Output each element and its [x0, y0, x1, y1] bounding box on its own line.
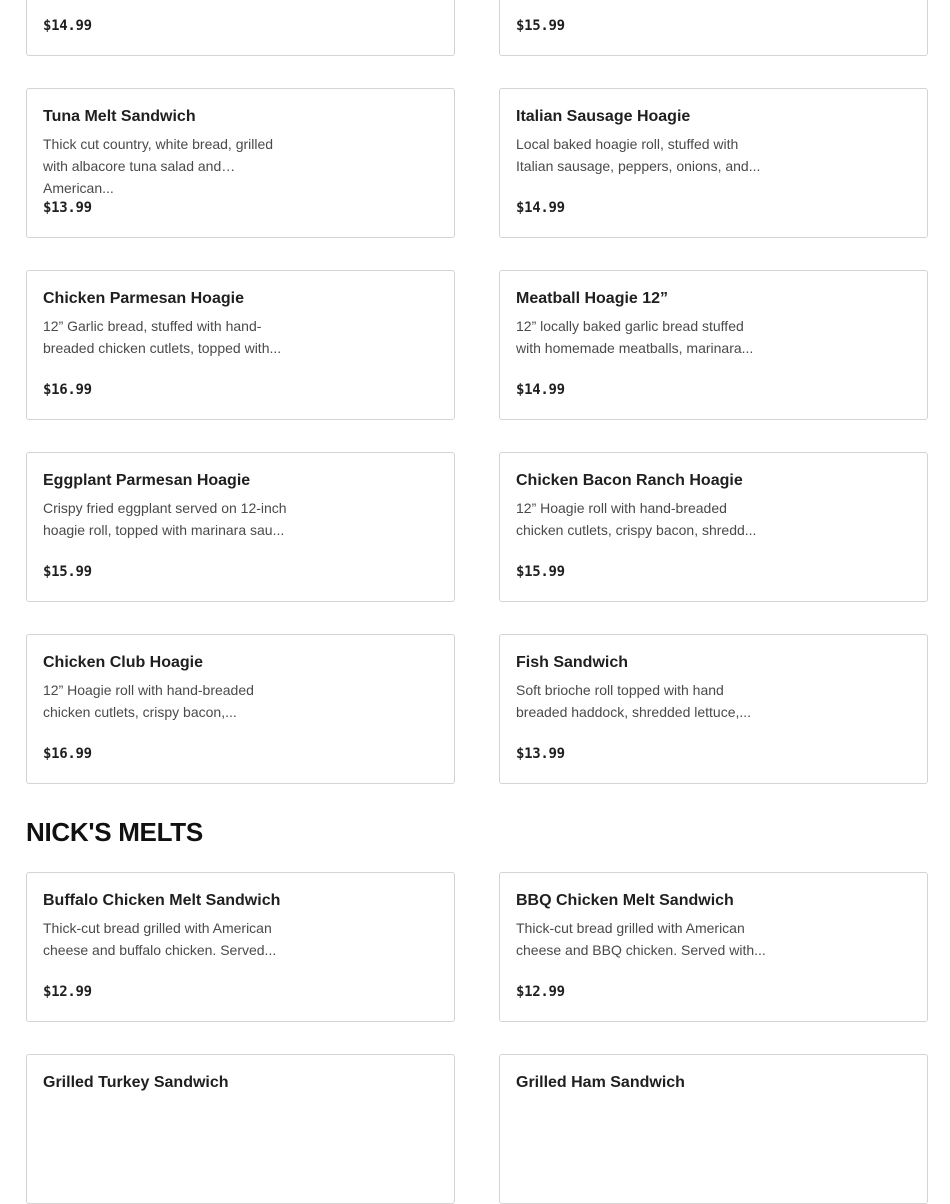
menu-item-card[interactable] [499, 270, 928, 420]
menu-item-description: Thick-cut bread grilled with American cheese and BBQ chicken. Served with... [516, 920, 766, 958]
menu-item-price: $15.99 [516, 564, 565, 580]
menu-item-price: $14.99 [516, 382, 565, 398]
menu-item-name: Grilled Ham Sandwich [516, 1074, 685, 1091]
menu-item-card[interactable] [26, 634, 455, 784]
menu-item-price: $14.99 [516, 200, 565, 216]
menu-item-card[interactable] [26, 88, 455, 238]
menu-item-price: $12.99 [43, 984, 92, 1000]
menu-item-price: $13.99 [516, 746, 565, 762]
menu-item-description: Crispy fried eggplant served on 12-inch hoagie roll, topped with marinara sau... [43, 500, 287, 538]
menu-item-name: Chicken Parmesan Hoagie [43, 290, 244, 307]
menu-item-price: $13.99 [43, 200, 92, 216]
menu-item-name: Eggplant Parmesan Hoagie [43, 472, 251, 489]
menu-item-description: 12” locally baked garlic bread stuffed with homemade meatballs, marinara... [516, 318, 754, 356]
menu-item-description: Thick cut country, white bread, grilled with albacore tuna salad and American... [43, 136, 274, 196]
menu-item-card[interactable] [26, 0, 455, 56]
menu-item-card[interactable] [499, 88, 928, 238]
menu-item-price: $15.99 [43, 564, 92, 580]
menu-item-name: Grilled Turkey Sandwich [43, 1074, 229, 1091]
menu-item-name: Buffalo Chicken Melt Sandwich [43, 892, 281, 909]
menu-item-name: Tuna Melt Sandwich [43, 108, 196, 125]
menu-item-card[interactable] [26, 270, 455, 420]
menu-item-card[interactable] [499, 0, 928, 56]
menu-item-card[interactable] [499, 1054, 928, 1204]
menu-item-description: 12” Garlic bread, stuffed with hand-breaded chicken cutlets, topped with... [43, 318, 282, 356]
menu-item-description: Thick-cut bread grilled with American cheese and buffalo chicken. Served... [43, 920, 277, 958]
menu-item-name: Chicken Bacon Ranch Hoagie [516, 472, 743, 489]
menu-item-name: Italian Sausage Hoagie [516, 108, 691, 125]
menu-item-price: $15.99 [516, 18, 565, 34]
menu-item-card[interactable] [499, 634, 928, 784]
menu-item-description: 12” Hoagie roll with hand-breaded chicken cutlets, crispy bacon, shredd... [516, 500, 757, 538]
menu-item-name: Meatball Hoagie 12” [516, 290, 669, 307]
menu-item-price: $14.99 [43, 18, 92, 34]
menu-item-description: Local baked hoagie roll, stuffed with Italian sausage, peppers, onions, and... [516, 136, 761, 174]
menu-item-name: BBQ Chicken Melt Sandwich [516, 892, 734, 909]
menu-item-card[interactable] [499, 452, 928, 602]
menu-item-name: Chicken Club Hoagie [43, 654, 204, 671]
menu-item-card[interactable] [26, 1054, 455, 1204]
menu-item-description: 12” Hoagie roll with hand-breaded chicken cutlets, crispy bacon,... [43, 682, 254, 720]
menu-item-card[interactable] [26, 872, 455, 1022]
menu-item-card[interactable] [499, 872, 928, 1022]
menu-item-description: Soft brioche roll topped with hand breaded haddock, shredded lettuce,... [516, 682, 752, 720]
menu-item-price: $16.99 [43, 746, 92, 762]
menu-item-price: $16.99 [43, 382, 92, 398]
menu-item-card[interactable] [26, 452, 455, 602]
section-title: NICK'S MELTS [26, 817, 203, 847]
menu-item-price: $12.99 [516, 984, 565, 1000]
menu-item-name: Fish Sandwich [516, 654, 629, 671]
